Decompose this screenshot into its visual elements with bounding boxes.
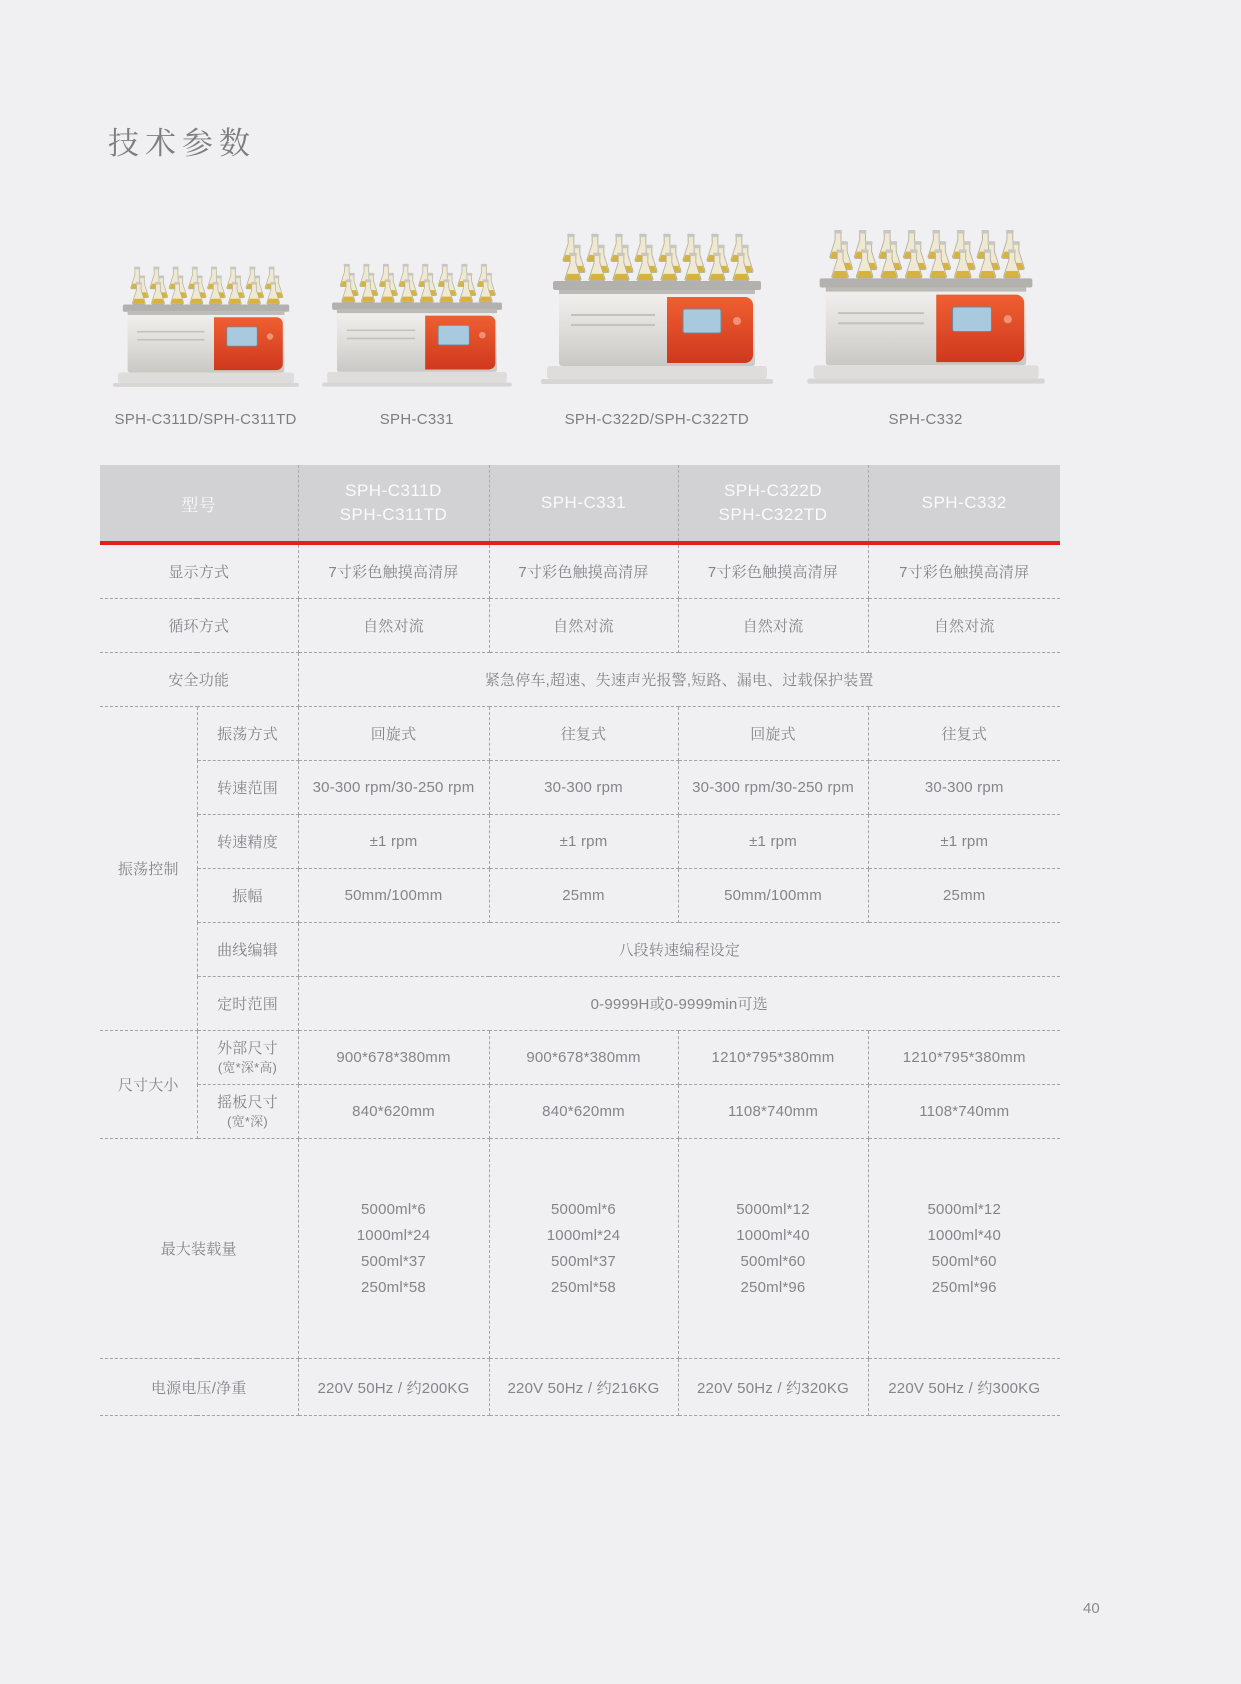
model-header-cell (678, 465, 868, 543)
spec-value: 840*620mm (298, 1085, 489, 1139)
spec-value: 220V 50Hz / 约320KG (678, 1359, 868, 1416)
spec-value: 自然对流 (298, 599, 489, 653)
spec-value-multiline: 5000ml*6 1000ml*24 500ml*37 250ml*58 (489, 1139, 678, 1359)
page-title: 技术参数 (108, 126, 256, 161)
product-card (311, 188, 522, 428)
spec-label: 电源电压/净重 (100, 1359, 298, 1416)
spec-value-multiline: 5000ml*12 1000ml*40 500ml*60 250ml*96 (678, 1139, 868, 1359)
spec-label: 循环方式 (100, 599, 298, 653)
spec-sublabel: 转速精度 (197, 815, 298, 869)
spec-value: 900*678*380mm (489, 1031, 678, 1085)
spec-row-display (100, 543, 1060, 599)
spec-value: 220V 50Hz / 约216KG (489, 1359, 678, 1416)
model-header-cell (489, 465, 678, 543)
spec-value: 回旋式 (298, 707, 489, 761)
product-image-shaker (537, 223, 777, 399)
group-label-oscillation: 振荡控制 (100, 707, 197, 1031)
spec-value-span: 0-9999H或0-9999min可选 (298, 977, 1060, 1031)
spec-value: 1210*795*380mm (678, 1031, 868, 1085)
model-header-cell (298, 465, 489, 543)
spec-row-power-weight (100, 1359, 1060, 1416)
spec-sublabel (197, 1031, 298, 1085)
model-name-line: SPH-C322TD (718, 505, 828, 524)
spec-value: ±1 rpm (678, 815, 868, 869)
spec-value: 自然对流 (868, 599, 1060, 653)
spec-value: 220V 50Hz / 约200KG (298, 1359, 489, 1416)
spec-sublabel (197, 1085, 298, 1139)
spec-row-circulation (100, 599, 1060, 653)
spec-value-span: 八段转速编程设定 (298, 923, 1060, 977)
spec-value: 50mm/100mm (678, 869, 868, 923)
spec-table (100, 465, 1060, 1416)
spec-row-max-load (100, 1139, 1060, 1359)
shaker-illustration (541, 234, 773, 384)
product-card (100, 188, 311, 428)
model-header-cell (868, 465, 1060, 543)
spec-value: 7寸彩色触摸高清屏 (868, 543, 1060, 599)
spec-value: ±1 rpm (298, 815, 489, 869)
model-header-label: 型号 (100, 465, 298, 543)
shaker-illustration (113, 267, 299, 387)
shaker-illustration (322, 264, 511, 387)
spec-value: 900*678*380mm (298, 1031, 489, 1085)
product-card (522, 188, 791, 428)
spec-value: 往复式 (868, 707, 1060, 761)
spec-value: 7寸彩色触摸高清屏 (298, 543, 489, 599)
model-name-line: SPH-C332 (921, 493, 1007, 512)
table-header-row (100, 465, 1060, 543)
spec-sublabel: 定时范围 (197, 977, 298, 1031)
spec-value: 7寸彩色触摸高清屏 (489, 543, 678, 599)
spec-value: 25mm (868, 869, 1060, 923)
spec-value: 30-300 rpm/30-250 rpm (678, 761, 868, 815)
product-card (791, 188, 1060, 428)
spec-sublabel: 振荡方式 (197, 707, 298, 761)
group-label-size: 尺寸大小 (100, 1031, 197, 1139)
spec-value: 30-300 rpm (489, 761, 678, 815)
spec-value: 1210*795*380mm (868, 1031, 1060, 1085)
spec-value-span: 紧急停车,超速、失速声光报警,短路、漏电、过载保护装置 (298, 653, 1060, 707)
spec-row-safety (100, 653, 1060, 707)
spec-row-speed-range (100, 761, 1060, 815)
spec-row-speed-accuracy (100, 815, 1060, 869)
spec-value-multiline: 5000ml*6 1000ml*24 500ml*37 250ml*58 (298, 1139, 489, 1359)
spec-value: 220V 50Hz / 约300KG (868, 1359, 1060, 1416)
product-image-shaker (803, 219, 1049, 399)
spec-row-outer-size (100, 1031, 1060, 1085)
product-label: SPH-C311D/SPH-C311TD (114, 411, 297, 428)
spec-value: 自然对流 (489, 599, 678, 653)
product-label: SPH-C332 (888, 411, 963, 428)
product-image-shaker (319, 255, 515, 399)
spec-row-tray-size (100, 1085, 1060, 1139)
spec-row-amplitude (100, 869, 1060, 923)
spec-label: 最大装载量 (100, 1139, 298, 1359)
spec-value: 30-300 rpm (868, 761, 1060, 815)
spec-value: ±1 rpm (489, 815, 678, 869)
model-name-line: SPH-C311TD (339, 505, 448, 524)
spec-value: 1108*740mm (678, 1085, 868, 1139)
page-number: 40 (1083, 1600, 1100, 1617)
model-name-line: SPH-C311D (345, 481, 442, 500)
spec-value: 往复式 (489, 707, 678, 761)
spec-row-timer-range (100, 977, 1060, 1031)
spec-value: 1108*740mm (868, 1085, 1060, 1139)
spec-value: 自然对流 (678, 599, 868, 653)
spec-sublabel: 转速范围 (197, 761, 298, 815)
product-label: SPH-C331 (379, 411, 454, 428)
model-name-line: SPH-C322D (723, 481, 823, 500)
model-name-line: SPH-C331 (540, 493, 627, 512)
spec-row-osc-mode (100, 707, 1060, 761)
spec-value: 回旋式 (678, 707, 868, 761)
spec-value: ±1 rpm (868, 815, 1060, 869)
spec-value-multiline: 5000ml*12 1000ml*40 500ml*60 250ml*96 (868, 1139, 1060, 1359)
shaker-illustration (807, 230, 1044, 384)
spec-value: 25mm (489, 869, 678, 923)
sublabel-line: (宽*深*高) (217, 1060, 278, 1075)
spec-label: 安全功能 (100, 653, 298, 707)
spec-sublabel: 振幅 (197, 869, 298, 923)
product-label: SPH-C322D/SPH-C322TD (564, 411, 749, 428)
spec-value: 7寸彩色触摸高清屏 (678, 543, 868, 599)
sublabel-line: (宽*深) (227, 1114, 268, 1129)
sublabel-line: 摇板尺寸 (217, 1094, 278, 1111)
product-image-shaker (110, 258, 302, 399)
spec-value: 50mm/100mm (298, 869, 489, 923)
spec-label: 显示方式 (100, 543, 298, 599)
sublabel-line: 外部尺寸 (217, 1040, 278, 1057)
spec-sublabel: 曲线编辑 (197, 923, 298, 977)
spec-value: 30-300 rpm/30-250 rpm (298, 761, 489, 815)
spec-row-curve-edit (100, 923, 1060, 977)
products-row (100, 188, 1060, 428)
spec-value: 840*620mm (489, 1085, 678, 1139)
